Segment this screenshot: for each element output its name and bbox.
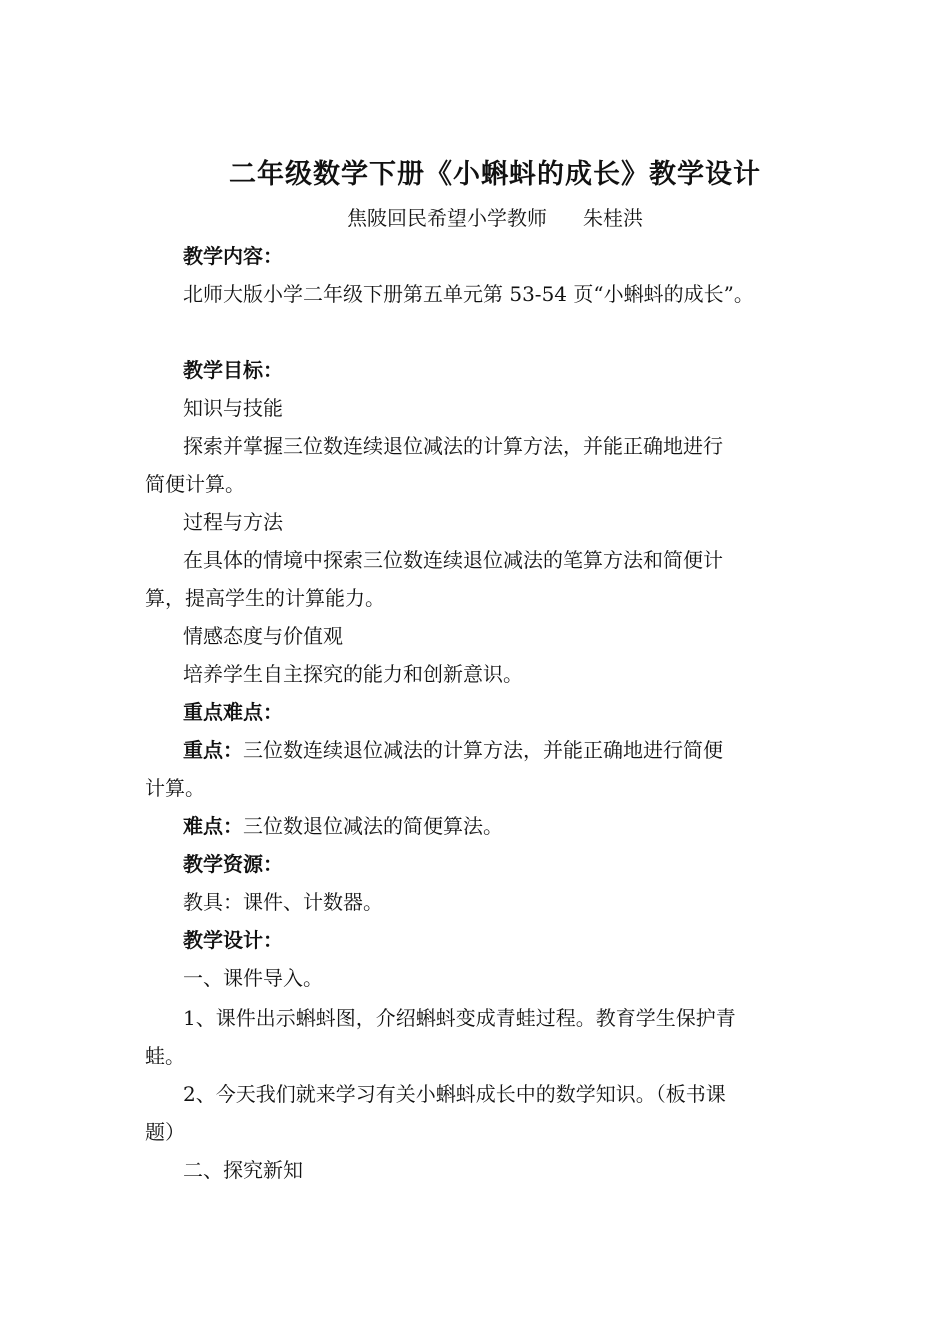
heading-label: 教学设计： xyxy=(183,928,283,952)
section-heading-resources xyxy=(183,851,283,877)
author-school: 焦陂回民希望小学教师 xyxy=(347,206,547,230)
paragraph-line xyxy=(183,547,723,573)
line-text: 知识与技能 xyxy=(183,396,283,420)
inline-label: 重点： xyxy=(183,738,243,762)
paragraph-line xyxy=(183,395,283,421)
inline-label: 难点： xyxy=(183,814,243,838)
author-line xyxy=(0,202,950,231)
paragraph-line xyxy=(145,585,385,611)
paragraph-line xyxy=(145,1119,185,1145)
paragraph-line xyxy=(183,661,523,687)
paragraph-line xyxy=(183,965,323,991)
paragraph-line xyxy=(183,1081,726,1107)
line-text: 2、今天我们就来学习有关小蝌蚪成长中的数学知识。（板书课 xyxy=(183,1082,726,1106)
paragraph-line xyxy=(183,509,283,535)
line-text: 二、探究新知 xyxy=(183,1158,303,1182)
section-heading-keypoints xyxy=(183,699,283,725)
heading-label: 教学目标： xyxy=(183,358,283,382)
heading-label: 重点难点： xyxy=(183,700,283,724)
paragraph-line xyxy=(183,813,503,839)
line-text: 计算。 xyxy=(145,776,205,800)
section-heading-content xyxy=(183,243,283,269)
line-text: 一、课件导入。 xyxy=(183,966,323,990)
heading-label: 教学内容： xyxy=(183,244,283,268)
line-text: 蛙。 xyxy=(145,1044,185,1068)
paragraph-line xyxy=(183,433,723,459)
line-text: 算，提高学生的计算能力。 xyxy=(145,586,385,610)
heading-label: 教学资源： xyxy=(183,852,283,876)
paragraph-line xyxy=(183,1005,736,1031)
paragraph-line xyxy=(183,281,754,307)
line-text: 情感态度与价值观 xyxy=(183,624,343,648)
line-text: 简便计算。 xyxy=(145,472,245,496)
paragraph-line xyxy=(183,1157,303,1183)
document-title: 二年级数学下册《小蝌蚪的成长》教学设计 xyxy=(229,159,761,190)
line-text: 题） xyxy=(145,1120,185,1144)
line-text: 在具体的情境中探索三位数连续退位减法的笔算方法和简便计 xyxy=(183,548,723,572)
paragraph-line xyxy=(183,889,383,915)
line-text: 培养学生自主探究的能力和创新意识。 xyxy=(183,662,523,686)
paragraph-line xyxy=(183,623,343,649)
line-text: 教具：课件、计数器。 xyxy=(183,890,383,914)
paragraph-line xyxy=(145,1043,185,1069)
section-heading-design xyxy=(183,927,283,953)
line-text: 三位数退位减法的简便算法。 xyxy=(243,814,503,838)
line-text: 1、课件出示蝌蚪图，介绍蝌蚪变成青蛙过程。教育学生保护青 xyxy=(183,1006,736,1030)
paragraph-line xyxy=(145,775,205,801)
paragraph-line xyxy=(183,737,723,763)
paragraph-line xyxy=(145,471,245,497)
line-text: 三位数连续退位减法的计算方法，并能正确地进行简便 xyxy=(243,738,723,762)
section-heading-goals xyxy=(183,357,283,383)
author-name: 朱桂洪 xyxy=(583,206,643,230)
line-text: 北师大版小学二年级下册第五单元第 53-54 页“小蝌蚪的成长”。 xyxy=(183,282,754,306)
line-text: 探索并掌握三位数连续退位减法的计算方法，并能正确地进行 xyxy=(183,434,723,458)
line-text: 过程与方法 xyxy=(183,510,283,534)
